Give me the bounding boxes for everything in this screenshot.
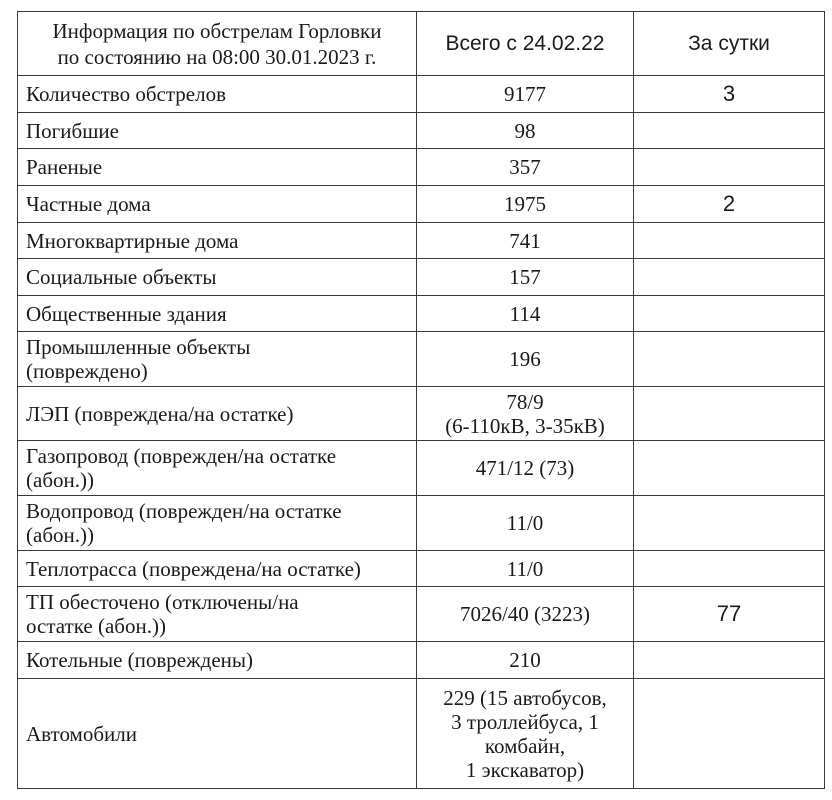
row-label: Количество обстрелов — [18, 76, 417, 113]
row-total-value: 741 — [417, 223, 634, 259]
row-label: Котельные (повреждены) — [18, 642, 417, 679]
table-row — [18, 113, 825, 149]
row-label: Теплотрасса (повреждена/на остатке) — [18, 551, 417, 587]
row-total-value: 471/12 (73) — [417, 441, 634, 496]
table-row — [18, 296, 825, 332]
row-day-value — [634, 223, 825, 259]
row-day-value — [634, 496, 825, 551]
table-row — [18, 679, 825, 789]
table-row — [18, 332, 825, 387]
table-row — [18, 551, 825, 587]
row-label: Раненые — [18, 149, 417, 186]
row-label: Многоквартирные дома — [18, 223, 417, 259]
table-row — [18, 587, 825, 642]
row-label: ЛЭП (повреждена/на остатке) — [18, 387, 417, 441]
table-title: Информация по обстрелам Горловки по состоянию на 08:00 30.01.2023 г. — [18, 12, 417, 76]
row-day-value — [634, 387, 825, 441]
row-total-value: 1975 — [417, 186, 634, 223]
row-total-value: 11/0 — [417, 551, 634, 587]
header-row — [18, 12, 825, 76]
row-day-value — [634, 679, 825, 789]
row-total-value: 210 — [417, 642, 634, 679]
table-row — [18, 186, 825, 223]
table-row — [18, 441, 825, 496]
table-row — [18, 496, 825, 551]
table-row — [18, 387, 825, 441]
row-day-value — [634, 113, 825, 149]
row-day-value — [634, 642, 825, 679]
row-day-value — [634, 259, 825, 296]
shelling-report-table — [17, 11, 825, 789]
row-total-value: 357 — [417, 149, 634, 186]
table-row — [18, 642, 825, 679]
table-row — [18, 149, 825, 186]
row-label: ТП обесточено (отключены/на остатке (абон.)) — [18, 587, 417, 642]
row-total-value: 196 — [417, 332, 634, 387]
column-header-day: За сутки — [634, 12, 825, 76]
row-day-value: 77 — [634, 587, 825, 642]
row-total-value: 78/9 (6-110кВ, 3-35кВ) — [417, 387, 634, 441]
row-label: Погибшие — [18, 113, 417, 149]
row-total-value: 11/0 — [417, 496, 634, 551]
row-day-value: 3 — [634, 76, 825, 113]
row-total-value: 114 — [417, 296, 634, 332]
row-day-value — [634, 441, 825, 496]
row-day-value — [634, 149, 825, 186]
row-label: Частные дома — [18, 186, 417, 223]
row-day-value — [634, 296, 825, 332]
row-label: Промышленные объекты (повреждено) — [18, 332, 417, 387]
row-total-value: 157 — [417, 259, 634, 296]
row-day-value — [634, 332, 825, 387]
table-row — [18, 223, 825, 259]
row-total-value: 9177 — [417, 76, 634, 113]
row-total-value: 98 — [417, 113, 634, 149]
row-total-value: 7026/40 (3223) — [417, 587, 634, 642]
row-label: Газопровод (поврежден/на остатке (абон.)) — [18, 441, 417, 496]
row-label: Автомобили — [18, 679, 417, 789]
row-label: Социальные объекты — [18, 259, 417, 296]
table-row — [18, 259, 825, 296]
row-day-value: 2 — [634, 186, 825, 223]
row-label: Водопровод (поврежден/на остатке (абон.)) — [18, 496, 417, 551]
row-label: Общественные здания — [18, 296, 417, 332]
column-header-total: Всего с 24.02.22 — [417, 12, 634, 76]
row-total-value: 229 (15 автобусов, 3 троллейбуса, 1 комбайн, 1 экскаватор) — [417, 679, 634, 789]
table-row — [18, 76, 825, 113]
row-day-value — [634, 551, 825, 587]
